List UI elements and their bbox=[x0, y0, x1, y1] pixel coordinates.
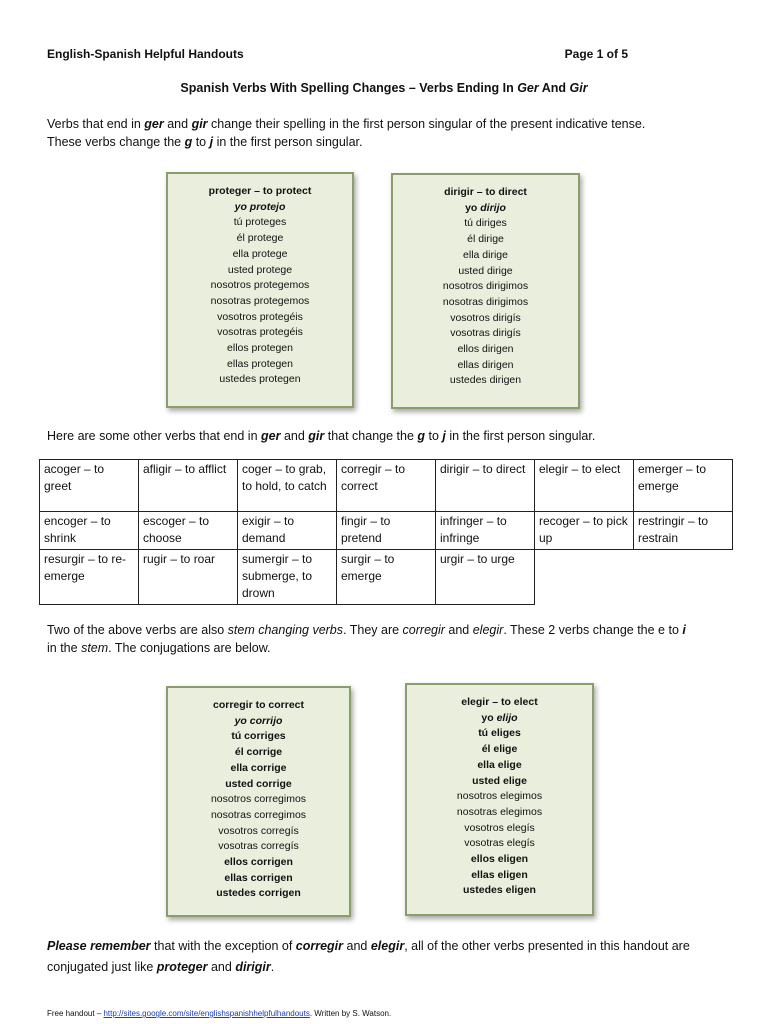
conjugation-line: nosotras protegemos bbox=[210, 294, 310, 307]
yo-form: yo dirijo bbox=[465, 201, 506, 214]
table-cell: acoger – to greet bbox=[40, 460, 139, 512]
verb-heading: corregir to correct bbox=[212, 699, 305, 711]
conjugation-box-dirigir bbox=[391, 173, 580, 409]
conjugation-line: nosotras elegimos bbox=[456, 805, 543, 818]
conjugation-line: nosotros protegemos bbox=[210, 279, 310, 292]
conjugation-line: ellas dirigen bbox=[457, 358, 514, 371]
table-cell: coger – to grab, to hold, to catch bbox=[238, 460, 337, 512]
yo-form: yo protejo bbox=[234, 200, 286, 213]
conjugation-line: ella protege bbox=[232, 247, 288, 260]
table-cell: escoger – to choose bbox=[139, 512, 238, 550]
verb-heading: elegir – to elect bbox=[461, 696, 538, 708]
conjugation-line: ustedes corrigen bbox=[216, 887, 301, 900]
empty-cell bbox=[535, 550, 634, 605]
table-row bbox=[40, 460, 733, 512]
conjugation-line: tú diriges bbox=[464, 217, 507, 230]
remember-paragraph: Please remember that with the exception of corregir and elegir, all of the other verbs presented in this handout are conjugated just like proteger and dirigir. bbox=[47, 939, 690, 974]
conjugation-line: usted protege bbox=[227, 263, 293, 276]
table-cell: fingir – to pretend bbox=[337, 512, 436, 550]
conjugation-line: tú corriges bbox=[231, 730, 286, 743]
conjugation-line: vosotros dirigís bbox=[450, 311, 521, 324]
conjugation-line: nosotros elegimos bbox=[456, 790, 543, 803]
conjugation-line: ellas protegen bbox=[227, 357, 293, 370]
verb-heading: proteger – to protect bbox=[208, 185, 312, 197]
handout-link[interactable]: http://sites.google.com/site/englishspanishhelpfulhandouts bbox=[103, 1009, 310, 1018]
conjugation-line: nosotras corregimos bbox=[210, 808, 307, 821]
verb-heading: dirigir – to direct bbox=[444, 186, 527, 198]
table-cell: emerger – to emerge bbox=[634, 460, 733, 512]
conjugation-line: él dirige bbox=[467, 233, 504, 246]
conjugation-line: vosotros elegís bbox=[464, 821, 535, 834]
conjugation-line: nosotros dirigimos bbox=[442, 280, 529, 293]
conjugation-line: él protege bbox=[236, 232, 284, 245]
conjugation-line: tú eliges bbox=[478, 727, 521, 740]
conjugation-line: nosotras dirigimos bbox=[442, 295, 529, 308]
conjugation-line: nosotros corregimos bbox=[210, 793, 307, 806]
table-cell: dirigir – to direct bbox=[436, 460, 535, 512]
conjugation-line: vosotros protegéis bbox=[217, 310, 303, 323]
table-cell: encoger – to shrink bbox=[40, 512, 139, 550]
conjugation-line: vosotros corregís bbox=[218, 824, 299, 837]
table-row bbox=[40, 512, 733, 550]
yo-form: yo elijo bbox=[481, 711, 518, 724]
conjugation-line: usted dirige bbox=[458, 264, 513, 277]
table-cell: resurgir – to re-emerge bbox=[40, 550, 139, 605]
table-row bbox=[40, 550, 733, 605]
intro-paragraph: Verbs that end in ger and gir change their spelling in the first person singular of the present indicative tense. These verbs change the g to j in the first person singular. bbox=[47, 117, 646, 149]
table-cell: rugir – to roar bbox=[139, 550, 238, 605]
conjugation-line: ustedes dirigen bbox=[449, 374, 522, 387]
table-cell: corregir – to correct bbox=[337, 460, 436, 512]
conjugation-line: ella dirige bbox=[463, 248, 508, 261]
conjugation-line: ustedes protegen bbox=[219, 373, 301, 386]
conjugation-line: ellas corrigen bbox=[224, 871, 293, 884]
conjugation-line: vosotras dirigís bbox=[450, 327, 521, 340]
footer: Free handout – http://sites.google.com/site/englishspanishhelpfulhandouts. Written by S. Watson. bbox=[47, 1009, 392, 1018]
conjugation-line: vosotras elegís bbox=[464, 837, 535, 850]
conjugation-line: ellas eligen bbox=[471, 868, 528, 881]
table-cell: elegir – to elect bbox=[535, 460, 634, 512]
empty-cell bbox=[634, 550, 733, 605]
verbs-table bbox=[39, 459, 733, 605]
conjugation-line: ella elige bbox=[477, 758, 522, 771]
table-cell: recoger – to pick up bbox=[535, 512, 634, 550]
conjugation-box-proteger bbox=[166, 172, 354, 408]
table-cell: exigir – to demand bbox=[238, 512, 337, 550]
other-verbs-paragraph: Here are some other verbs that end in ger and gir that change the g to j in the first person singular. bbox=[47, 429, 596, 443]
conjugation-box-elegir bbox=[405, 683, 594, 916]
table-cell: sumergir – to submerge, to drown bbox=[238, 550, 337, 605]
table-cell: urgir – to urge bbox=[436, 550, 535, 605]
conjugation-line: ustedes eligen bbox=[463, 884, 536, 897]
conjugation-line: vosotras protegéis bbox=[217, 326, 303, 339]
yo-form: yo corrijo bbox=[234, 714, 283, 727]
conjugation-line: él corrige bbox=[234, 746, 283, 759]
conjugation-line: ellos dirigen bbox=[457, 343, 514, 356]
conjugation-line: usted elige bbox=[472, 774, 527, 787]
conjugation-line: usted corrige bbox=[225, 777, 292, 790]
conjugation-line: ellos eligen bbox=[470, 853, 529, 866]
page-number: Page 1 of 5 bbox=[564, 47, 628, 61]
conjugation-line: ella corrige bbox=[230, 761, 287, 774]
table-cell: afligir – to afflict bbox=[139, 460, 238, 512]
conjugation-line: él elige bbox=[481, 743, 518, 756]
conjugation-line: ellos protegen bbox=[227, 342, 293, 355]
conjugation-line: ellos corrigen bbox=[224, 856, 293, 869]
conjugation-line: tú proteges bbox=[233, 216, 287, 229]
table-cell: surgir – to emerge bbox=[337, 550, 436, 605]
header-title: English-Spanish Helpful Handouts bbox=[47, 47, 244, 61]
conjugation-box-corregir bbox=[166, 686, 351, 917]
page-title: Spanish Verbs With Spelling Changes – Verbs Ending In Ger And Gir bbox=[180, 81, 588, 95]
table-cell: infringer – to infringe bbox=[436, 512, 535, 550]
conjugation-line: vosotras corregís bbox=[218, 840, 299, 853]
stem-changing-paragraph: Two of the above verbs are also stem changing verbs. They are corregir and elegir. These 2 verbs change the e to i in the stem. The conjugations are below. bbox=[47, 623, 686, 655]
table-cell: restringir – to restrain bbox=[634, 512, 733, 550]
